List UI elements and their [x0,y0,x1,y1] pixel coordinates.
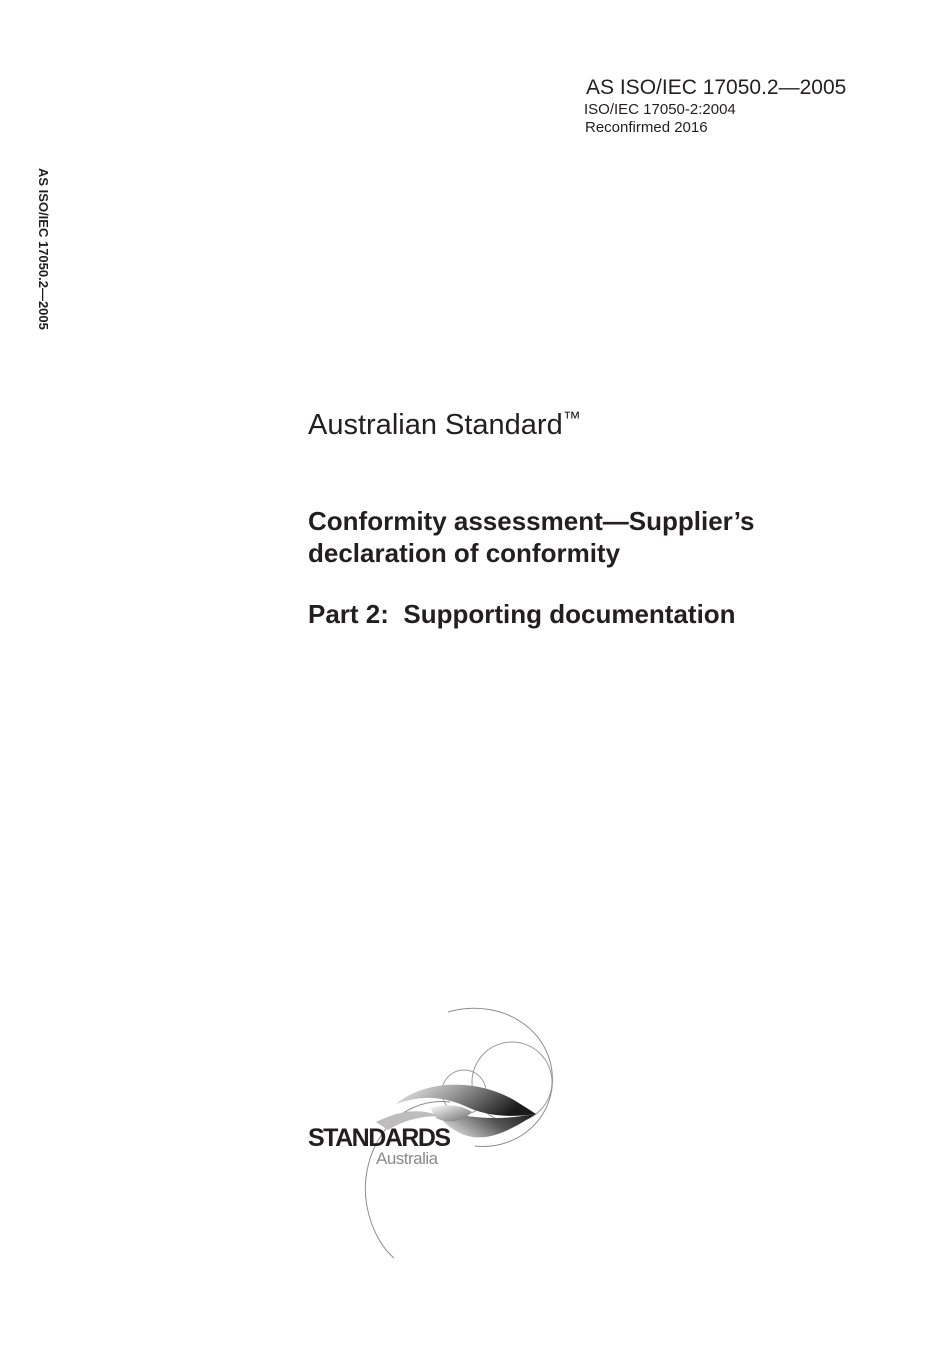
spine-text: AS ISO/IEC 17050.2—2005 [36,168,51,330]
trademark-symbol: ™ [562,408,581,428]
logo-wordmark: STANDARDS [308,1124,450,1152]
document-part-title: Part 2: Supporting documentation [308,599,736,629]
standards-australia-logo [300,1000,580,1270]
brand-label: Australian Standard [308,409,563,441]
spine [31,168,51,368]
document-title: Conformity assessment—Supplier’s declaration of conformity [308,506,755,568]
logo-subtitle: Australia [376,1149,438,1168]
brand-line [308,400,581,443]
standard-number: AS ISO/IEC 17050.2—2005 [586,76,847,99]
iso-number: ISO/IEC 17050-2:2004 [584,101,736,118]
reconfirmed-label: Reconfirmed 2016 [585,119,708,136]
header-block [584,76,924,137]
